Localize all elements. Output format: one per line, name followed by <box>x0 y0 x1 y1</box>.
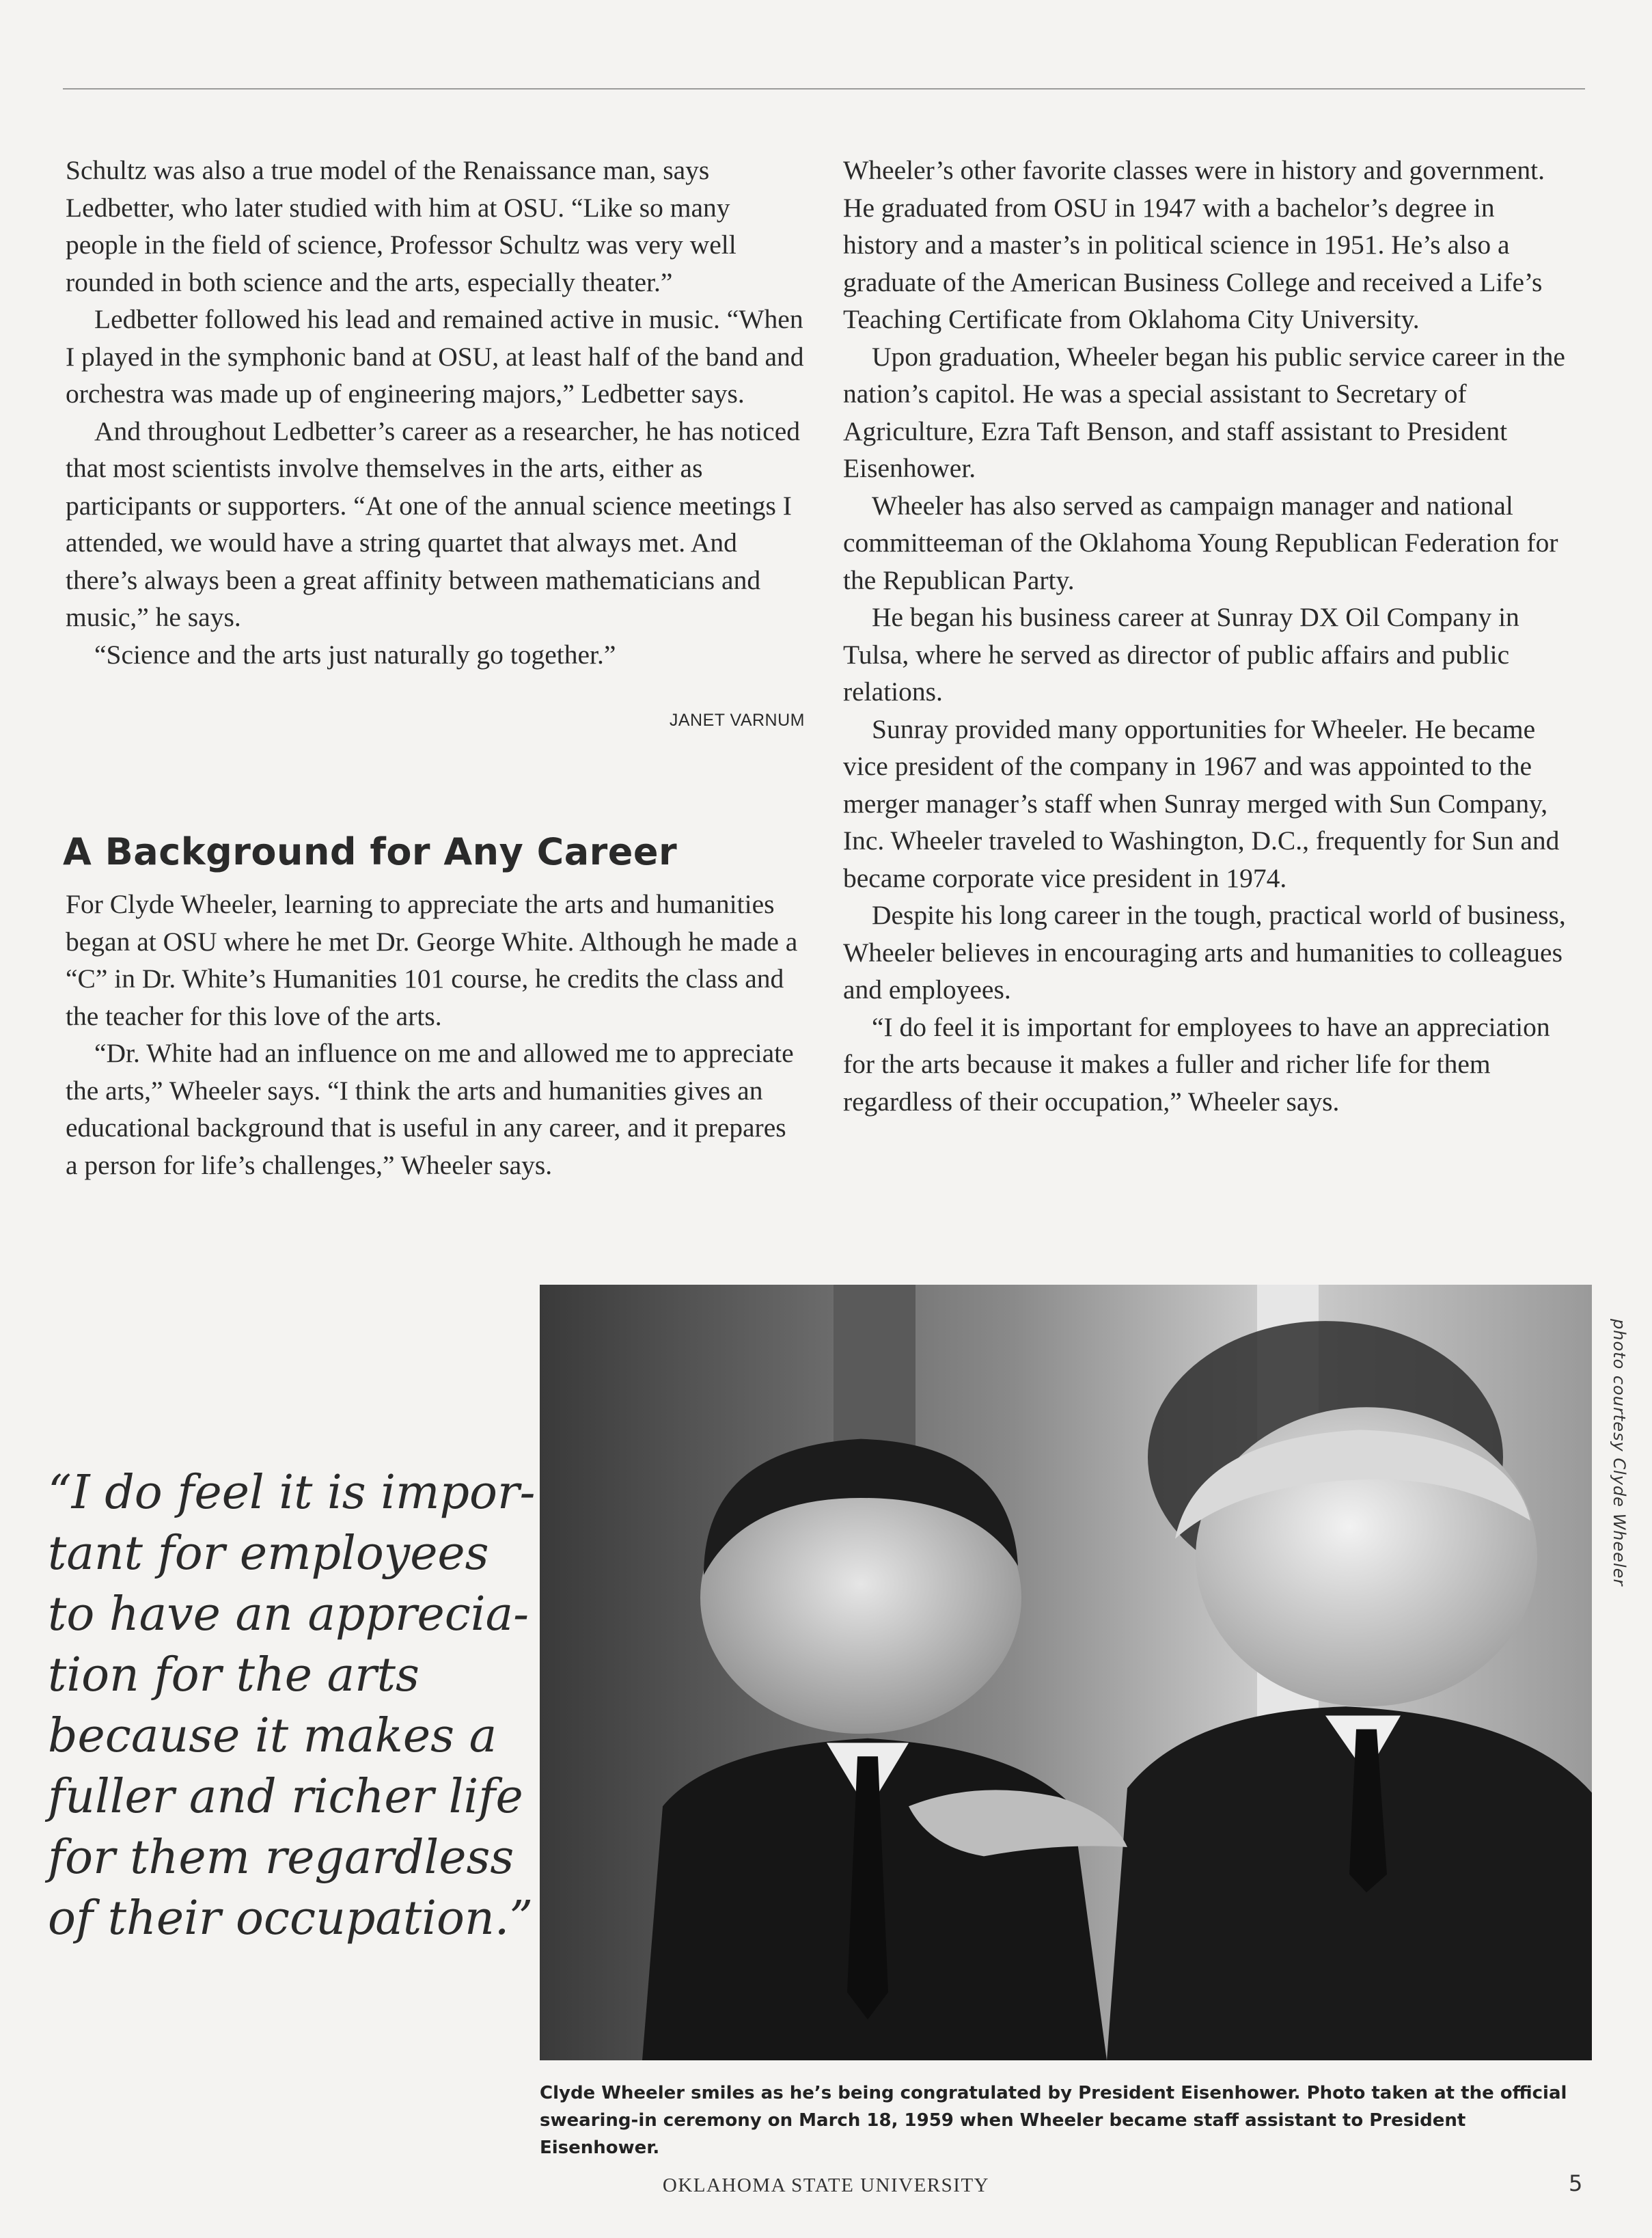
right-paragraph-6: Despite his long career in the tough, practical world of business, Wheeler believes in encouraging arts and humanities to colleagues and employees. <box>843 900 1566 1005</box>
photo-credit: photo courtesy Clyde Wheeler <box>1610 1319 1629 1587</box>
pull-quote <box>48 1462 536 1949</box>
right-paragraph-3: Wheeler has also served as campaign manager and national committeeman of the Oklahoma Young Republican Federation for the Republican Party. <box>843 490 1558 595</box>
header-rule <box>63 88 1585 90</box>
left-paragraph-1: Schultz was also a true model of the Renaissance man, says Ledbetter, who later studied with him at OSU. “Like so many people in the field of science, Professor Schultz was very well rounded in both science and the arts, especially theater.” <box>66 155 736 297</box>
right-paragraph-5: Sunray provided many opportunities for Wheeler. He became vice president of the company in 1967 and was appointed to the merger manager’s staff when Sunray merged with Sun Company, Inc. Wheeler traveled to Washington, D.C., frequently for Sun and became corporate vice president in 1974. <box>843 713 1560 893</box>
pull-quote-line: to have an apprecia- <box>48 1587 529 1641</box>
footer-publication-title: OKLAHOMA STATE UNIVERSITY <box>662 2174 990 2196</box>
pull-quote-line: “I do feel it is impor- <box>48 1466 536 1520</box>
pull-quote-line: tant for employees <box>48 1527 489 1581</box>
left-column <box>66 152 805 739</box>
page-number: 5 <box>1569 2170 1583 2196</box>
section-body <box>66 886 805 1184</box>
pull-quote-line: of their occupation.” <box>48 1892 534 1946</box>
right-paragraph-4: He began his business career at Sunray DX Oil Company in Tulsa, where he served as director of public affairs and public relations. <box>843 602 1519 707</box>
pull-quote-line: fuller and richer life <box>48 1770 523 1824</box>
photo-caption: Clyde Wheeler smiles as he’s being congratulated by President Eisenhower. Photo taken at the official swearing-in ceremony on March 18, 1959 when Wheeler became staff assistant to President Eisenhower. <box>540 2083 1567 2158</box>
section-paragraph-1: For Clyde Wheeler, learning to appreciate the arts and humanities began at OSU where he met Dr. George White. Although he made a “C” in Dr. White’s Humanities 101 course, he credits the class and the teacher for this love of the arts. <box>66 889 798 1031</box>
pull-quote-line: for them regardless <box>48 1831 514 1885</box>
left-paragraph-3: And throughout Ledbetter’s career as a researcher, he has noticed that most scientists involve themselves in the arts, either as participants or supporters. “At one of the annual science meetings I attended, we would have a string quartet that always met. And there’s always been a great affinity between mathematicians and music,” he says. <box>66 415 800 632</box>
wheeler-eisenhower-photo <box>540 1285 1592 2060</box>
pull-quote-line: because it makes a <box>48 1709 497 1763</box>
section-heading: A Background for Any Career <box>63 830 678 873</box>
left-paragraph-2: Ledbetter followed his lead and remained active in music. “When I played in the symphonic band at OSU, at least half of the band and orchestra was made up of engineering majors,” Ledbetter says. <box>66 304 804 409</box>
right-column <box>843 152 1571 1120</box>
author-byline: JANET VARNUM <box>669 711 805 730</box>
right-paragraph-7: “I do feel it is important for employees to have an appreciation for the arts because it makes a fuller and richer life for them regardless of their occupation,” Wheeler says. <box>843 1011 1550 1117</box>
pull-quote-line: tion for the arts <box>48 1648 419 1702</box>
left-paragraph-4: “Science and the arts just naturally go together.” <box>94 639 616 670</box>
section-paragraph-2: “Dr. White had an influence on me and allowed me to appreciate the arts,” Wheeler says. “I think the arts and humanities gives an educational background that is useful in any career, and it prepares a person for life’s challenges,” Wheeler says. <box>66 1038 794 1180</box>
right-paragraph-1: Wheeler’s other favorite classes were in history and government. He graduated from OSU in 1947 with a bachelor’s degree in history and a master’s in political science in 1951. He’s also a graduate of the American Business College and received a Life’s Teaching Certificate from Oklahoma City University. <box>843 155 1545 334</box>
right-paragraph-2: Upon graduation, Wheeler began his public service career in the nation’s capitol. He was a special assistant to Secretary of Agriculture, Ezra Taft Benson, and staff assistant to President Eisenhower. <box>843 341 1565 483</box>
